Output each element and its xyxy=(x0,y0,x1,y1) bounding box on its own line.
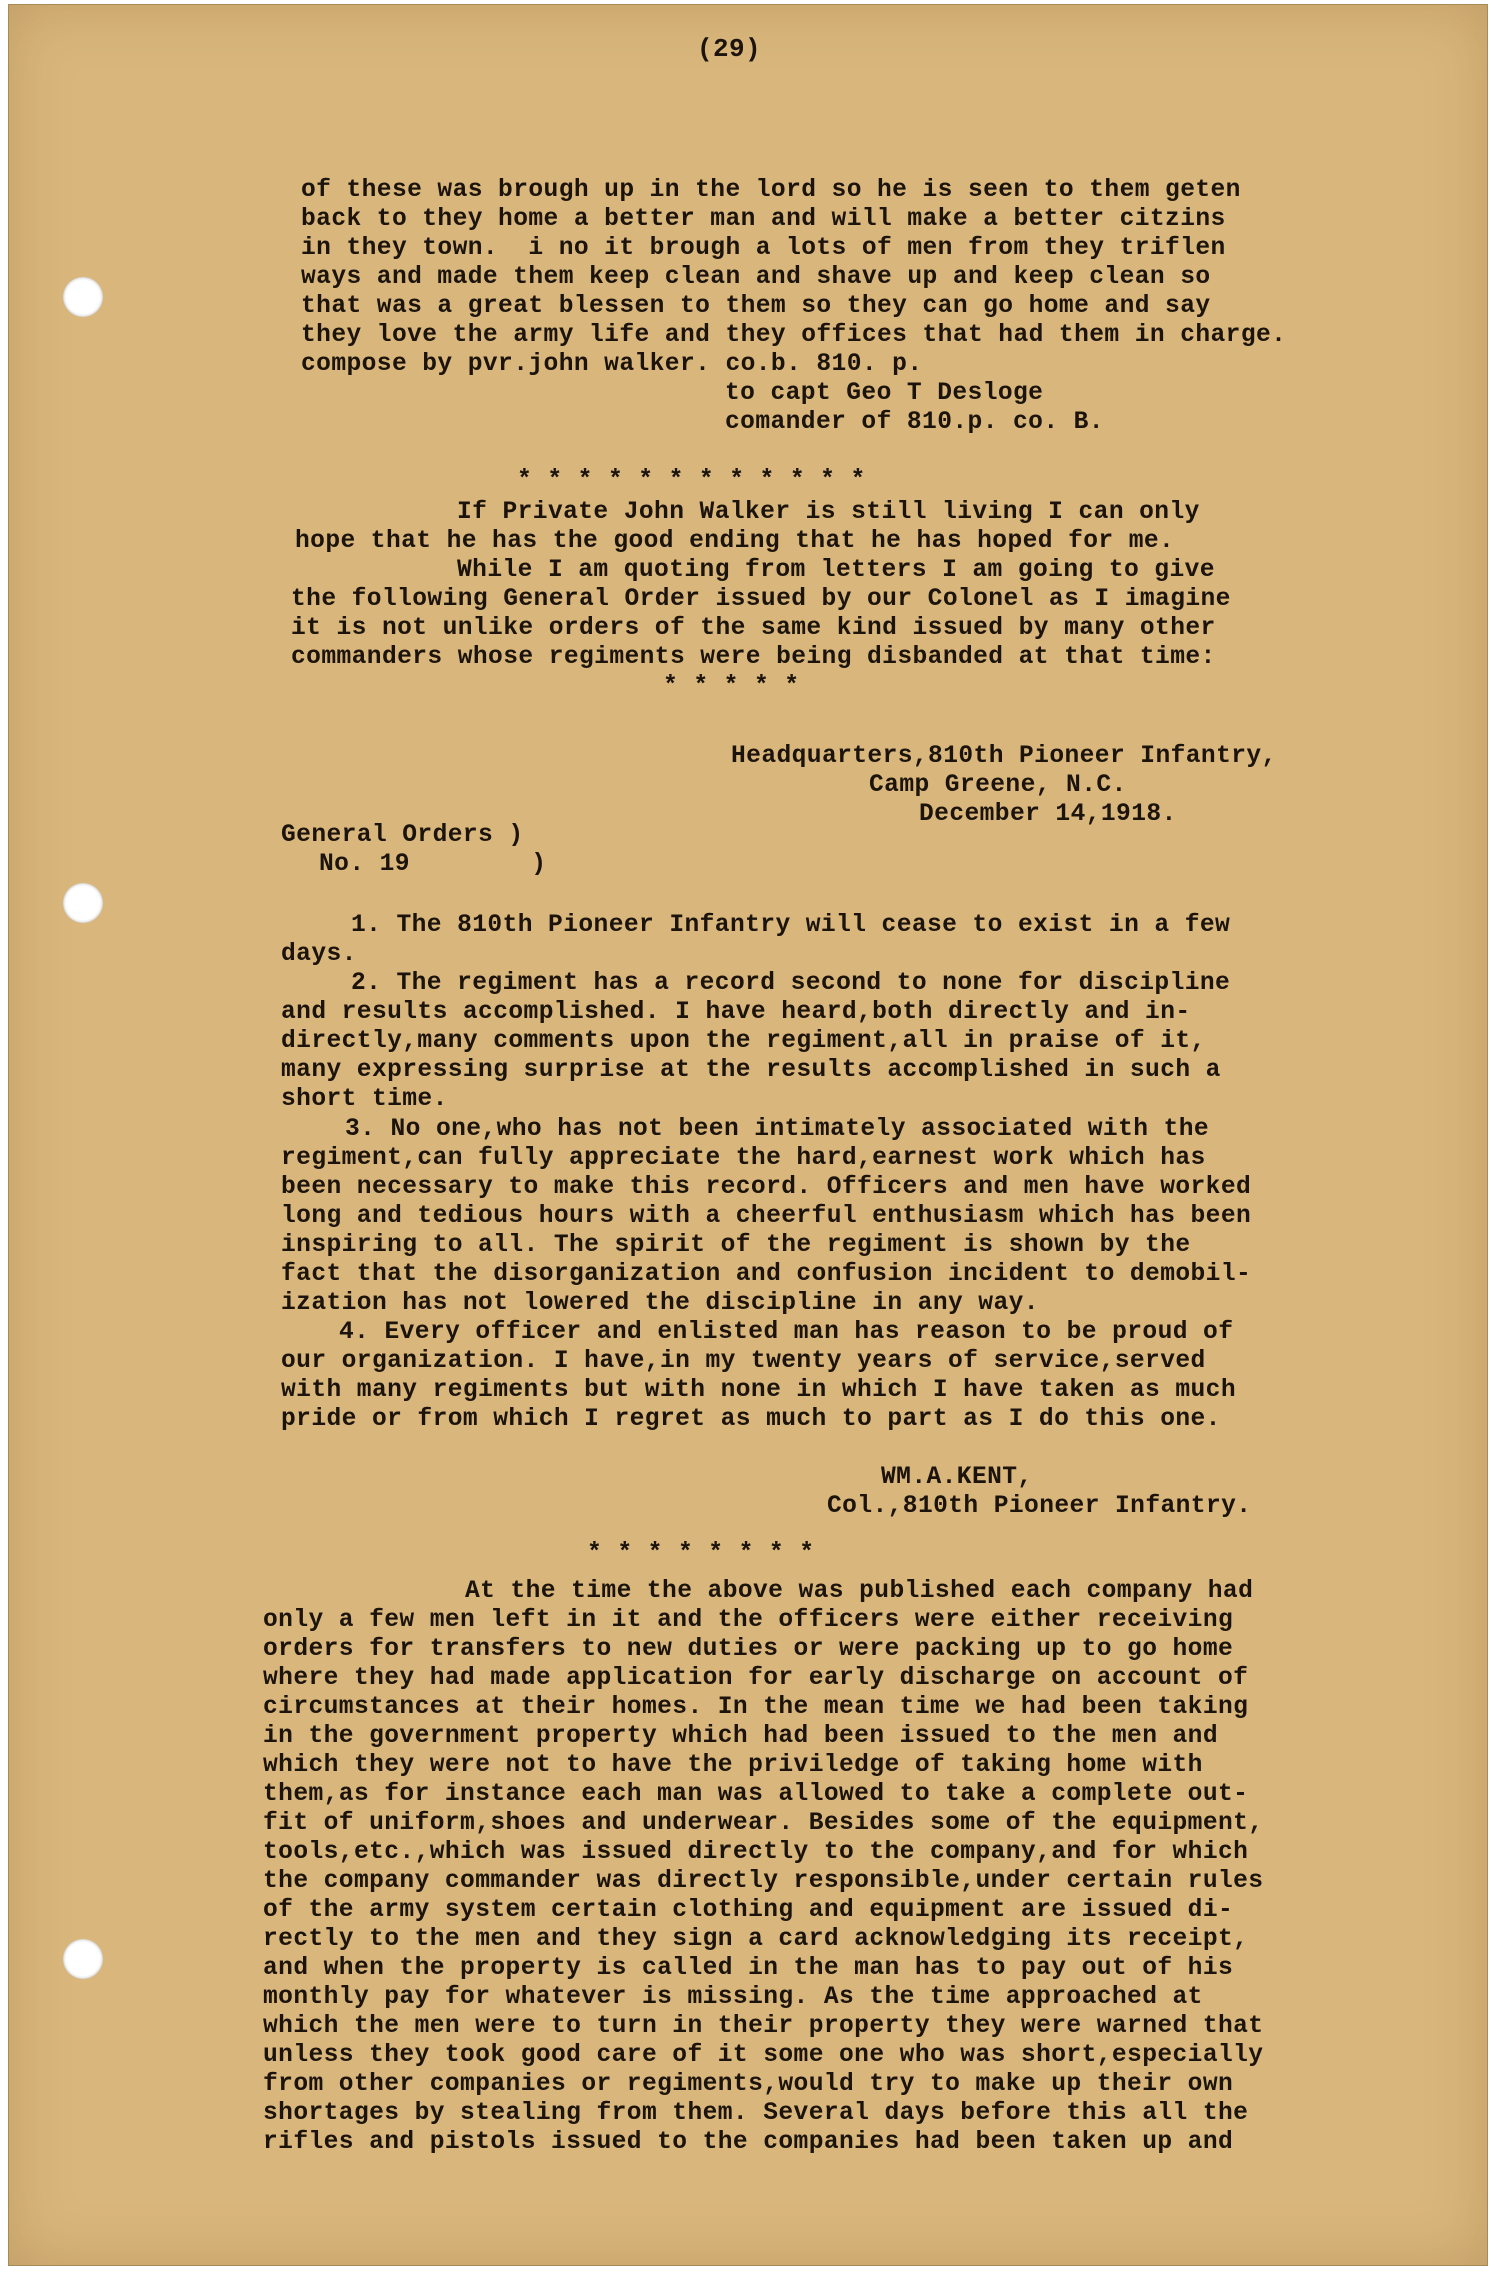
narrative-line: circumstances at their homes. In the mean time we had been taking xyxy=(263,1694,1249,1721)
narrative-line: rectly to the men and they sign a card acknowledging its receipt, xyxy=(263,1926,1249,1953)
intro-line: hope that he has the good ending that he has hoped for me. xyxy=(295,528,1175,555)
narrative-line: monthly pay for whatever is missing. As the time approached at xyxy=(263,1984,1203,2011)
order-line: 2. The regiment has a record second to none for discipline xyxy=(351,970,1231,997)
letter-line: in they town. i no it brough a lots of men from they triflen xyxy=(301,235,1226,262)
narrative-line: orders for transfers to new duties or were packing up to go home xyxy=(263,1636,1234,1663)
narrative-line: from other companies or regiments,would try to make up their own xyxy=(263,2071,1234,2098)
letter-line: compose by pvr.john walker. co.b. 810. p. xyxy=(301,351,923,378)
order-number: No. 19 ) xyxy=(319,851,547,878)
order-line: days. xyxy=(281,941,357,968)
narrative-line: in the government property which had been issued to the men and xyxy=(263,1723,1218,1750)
intro-line: If Private John Walker is still living I can only xyxy=(457,499,1200,526)
letter-line: back to they home a better man and will make a better citzins xyxy=(301,206,1226,233)
letter-addressee: to capt Geo T Desloge xyxy=(725,380,1044,407)
separator-stars: * * * * * xyxy=(663,673,800,700)
narrative-line: and when the property is called in the man has to pay out of his xyxy=(263,1955,1234,1982)
intro-line: commanders whose regiments were being disbanded at that time: xyxy=(291,644,1216,671)
order-line: 4. Every officer and enlisted man has reason to be proud of xyxy=(339,1319,1234,1346)
separator-stars: * * * * * * * * * * * * xyxy=(517,467,866,494)
signature-title: Col.,810th Pioneer Infantry. xyxy=(827,1493,1252,1520)
order-line: regiment,can fully appreciate the hard,earnest work which has xyxy=(281,1145,1206,1172)
binder-hole-bottom xyxy=(63,1939,103,1979)
page-number: (29) xyxy=(697,34,762,64)
order-line: ization has not lowered the discipline in any way. xyxy=(281,1290,1039,1317)
order-line: short time. xyxy=(281,1086,448,1113)
order-header-line: December 14,1918. xyxy=(919,801,1177,828)
order-line: and results accomplished. I have heard,both directly and in- xyxy=(281,999,1191,1026)
narrative-line: the company commander was directly responsible,under certain rules xyxy=(263,1868,1264,1895)
letter-line: that was a great blessen to them so they can go home and say xyxy=(301,293,1211,320)
letter-line: ways and made them keep clean and shave up and keep clean so xyxy=(301,264,1211,291)
narrative-line: which they were not to have the priviledge of taking home with xyxy=(263,1752,1203,1779)
order-line: with many regiments but with none in which I have taken as much xyxy=(281,1377,1236,1404)
narrative-line: them,as for instance each man was allowed to take a complete out- xyxy=(263,1781,1249,1808)
order-line: been necessary to make this record. Officers and men have worked xyxy=(281,1174,1252,1201)
order-line: long and tedious hours with a cheerful enthusiasm which has been xyxy=(281,1203,1252,1230)
binder-hole-top xyxy=(63,277,103,317)
narrative-line: tools,etc.,which was issued directly to the company,and for which xyxy=(263,1839,1249,1866)
signature-name: WM.A.KENT, xyxy=(881,1464,1033,1491)
narrative-line: unless they took good care of it some one who was short,especially xyxy=(263,2042,1264,2069)
narrative-line: which the men were to turn in their property they were warned that xyxy=(263,2013,1264,2040)
order-title: General Orders ) xyxy=(281,822,524,849)
binder-hole-middle xyxy=(63,883,103,923)
separator-stars: * * * * * * * * xyxy=(587,1540,815,1567)
intro-line: it is not unlike orders of the same kind issued by many other xyxy=(291,615,1216,642)
order-line: fact that the disorganization and confusion incident to demobil- xyxy=(281,1261,1252,1288)
letter-addressee: comander of 810.p. co. B. xyxy=(725,409,1104,436)
order-header-line: Camp Greene, N.C. xyxy=(869,772,1127,799)
order-line: 3. No one,who has not been intimately associated with the xyxy=(345,1116,1210,1143)
letter-line: of these was brough up in the lord so he is seen to them geten xyxy=(301,177,1241,204)
intro-line: the following General Order issued by our Colonel as I imagine xyxy=(291,586,1231,613)
letter-line: they love the army life and they offices that had them in charge. xyxy=(301,322,1287,349)
typewritten-page xyxy=(8,4,1488,2266)
order-header-line: Headquarters,810th Pioneer Infantry, xyxy=(731,743,1277,770)
order-line: many expressing surprise at the results accomplished in such a xyxy=(281,1057,1221,1084)
narrative-line: rifles and pistols issued to the companies had been taken up and xyxy=(263,2129,1234,2156)
order-line: our organization. I have,in my twenty years of service,served xyxy=(281,1348,1206,1375)
narrative-line: fit of uniform,shoes and underwear. Besides some of the equipment, xyxy=(263,1810,1264,1837)
intro-line: While I am quoting from letters I am going to give xyxy=(457,557,1215,584)
order-line: 1. The 810th Pioneer Infantry will cease to exist in a few xyxy=(351,912,1231,939)
narrative-line: where they had made application for early discharge on account of xyxy=(263,1665,1249,1692)
narrative-line: shortages by stealing from them. Several days before this all the xyxy=(263,2100,1249,2127)
narrative-line: At the time the above was published each company had xyxy=(465,1578,1254,1605)
order-line: pride or from which I regret as much to part as I do this one. xyxy=(281,1406,1221,1433)
order-line: directly,many comments upon the regiment,all in praise of it, xyxy=(281,1028,1206,1055)
narrative-line: of the army system certain clothing and equipment are issued di- xyxy=(263,1897,1234,1924)
order-line: inspiring to all. The spirit of the regiment is shown by the xyxy=(281,1232,1191,1259)
narrative-line: only a few men left in it and the officers were either receiving xyxy=(263,1607,1234,1634)
